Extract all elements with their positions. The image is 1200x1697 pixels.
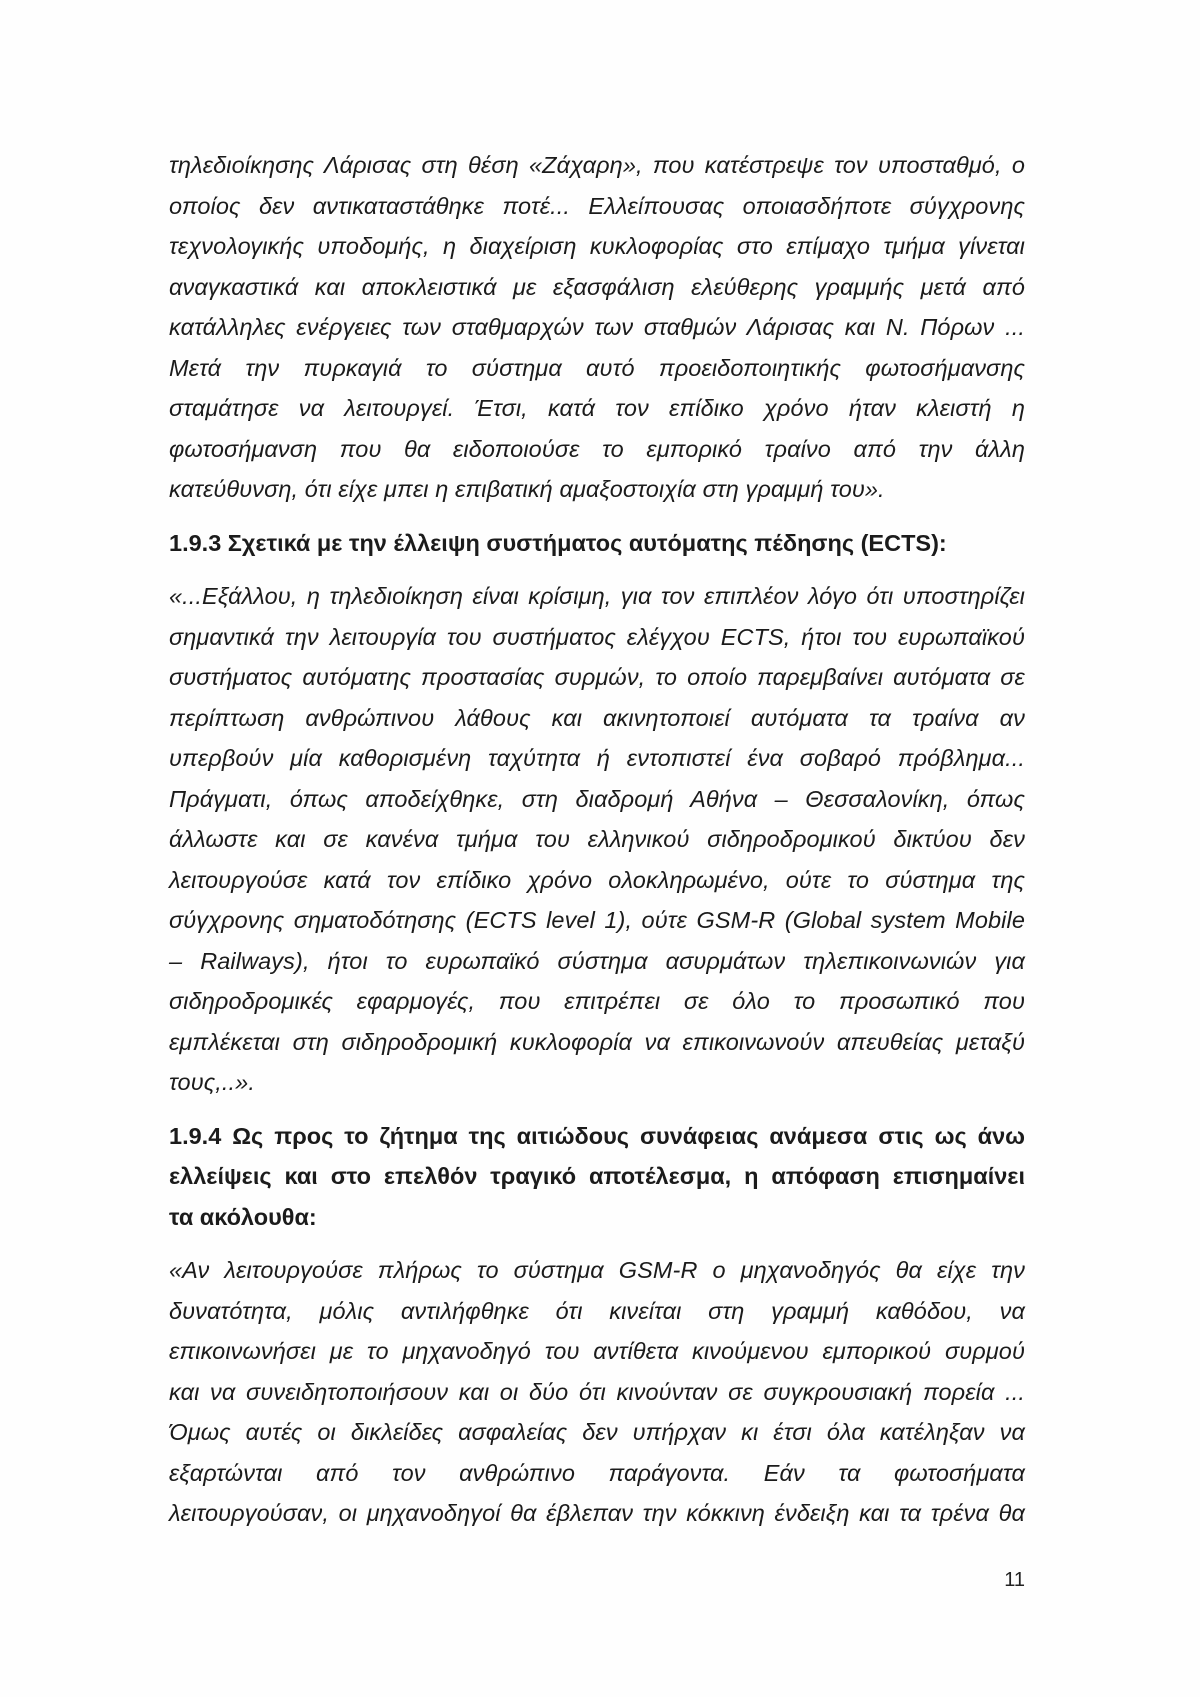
text-line: σημαντικά την λειτουργία του συστήματος ελέγχου ECTS, ήτοι του ευρωπαϊκού [169,623,1025,650]
text-line: τα ακόλουθα: [169,1203,317,1230]
text-line: δυνατότητα, μόλις αντιλήφθηκε ότι κινείται στη γραμμή καθόδου, να [169,1297,1025,1324]
text-line: συστήματος αυτόματης προστασίας συρμών, το οποίο παρεμβαίνει αυτόματα σε [169,664,1025,690]
body-paragraph [169,1250,1025,1534]
text-line: οποίος δεν αντικαταστάθηκε ποτέ... Ελλείπουσας οποιασδήποτε σύγχρονης [169,192,1025,219]
text-line: κατάλληλες ενέργειες των σταθμαρχών των σταθμών Λάρισας και Ν. Πόρων ... [169,314,1025,340]
text-line: εμπλέκεται στη σιδηροδρομική κυκλοφορία να επικοινωνούν απευθείας μεταξύ [169,1028,1025,1055]
text-line: τεχνολογικής υποδομής, η διαχείριση κυκλοφορίας στο επίμαχο τμήμα γίνεται [169,233,1025,259]
text-line: εξαρτώνται από τον ανθρώπινο παράγοντα. Εάν τα φωτοσήματα [169,1459,1025,1486]
text-line: φωτοσήμανση που θα ειδοποιούσε το εμπορικό τραίνο από την άλλη [169,435,1025,462]
text-line: άλλωστε και σε κανένα τμήμα του ελληνικού σιδηροδρομικού δικτύου δεν [169,826,1025,852]
text-line: – Railways), ήτοι το ευρωπαϊκό σύστημα ασυρμάτων τηλεπικοινωνιών για [169,947,1025,974]
text-line: αναγκαστικά και αποκλειστικά με εξασφάλιση ελεύθερης γραμμής μετά από [169,273,1025,300]
text-line: 1.9.4 Ως προς το ζήτημα της αιτιώδους συνάφειας ανάμεσα στις ως άνω [169,1122,1025,1149]
text-line: «Αν λειτουργούσε πλήρως το σύστημα GSM-R ο μηχανοδηγός θα είχε την [169,1257,1025,1283]
text-line: υπερβούν μία καθορισμένη ταχύτητα ή εντοπιστεί ένα σοβαρό πρόβλημα... [169,745,1025,771]
text-line: λειτουργούσε κατά τον επίδικο χρόνο ολοκληρωμένο, ούτε το σύστημα της [169,866,1025,893]
text-line: 1.9.3 Σχετικά με την έλλειψη συστήματος αυτόματης πέδησης (ECTS): [169,529,947,556]
text-line: κατεύθυνση, ότι είχε μπει η επιβατική αμαξοστοιχία στη γραμμή του». [169,476,885,502]
section-heading [169,1116,1025,1238]
text-line: επικοινωνήσει με το μηχανοδηγό του αντίθετα κινούμενου εμπορικού συρμού [169,1338,1025,1364]
text-line: και να συνειδητοποιήσουν και οι δύο ότι κινούνταν σε συγκρουσιακή πορεία ... [169,1378,1025,1405]
text-line: ελλείψεις και στο επελθόν τραγικό αποτέλεσμα, η απόφαση επισημαίνει [169,1163,1025,1189]
body-paragraph [169,576,1025,1103]
text-line: Πράγματι, όπως αποδείχθηκε, στη διαδρομή Αθήνα – Θεσσαλονίκη, όπως [169,785,1025,812]
page-number: 11 [1004,1569,1025,1591]
text-line: τηλεδιοίκησης Λάρισας στη θέση «Ζάχαρη», που κατέστρεψε τον υποσταθμό, ο [169,152,1025,178]
text-line: Μετά την πυρκαγιά το σύστημα αυτό προειδοποιητικής φωτοσήμανσης [169,354,1025,381]
text-line: περίπτωση ανθρώπινου λάθους και ακινητοποιεί αυτόματα τα τραίνα αν [169,704,1025,731]
text-line: τους,..». [169,1069,255,1095]
body-paragraph [169,145,1025,510]
text-line: σταμάτησε να λειτουργεί. Έτσι, κατά τον επίδικο χρόνο ήταν κλειστή η [169,395,1025,421]
page-content [169,145,1025,1547]
text-line: σύγχρονης σηματοδότησης (ECTS level 1), ούτε GSM-R (Global system Mobile [169,907,1025,933]
section-heading [169,523,1025,564]
text-line: σιδηροδρομικές εφαρμογές, που επιτρέπει σε όλο το προσωπικό που [169,988,1025,1014]
text-line: Όμως αυτές οι δικλείδες ασφαλείας δεν υπήρχαν κι έτσι όλα κατέληξαν να [169,1419,1025,1445]
text-line: «...Εξάλλου, η τηλεδιοίκηση είναι κρίσιμη, για τον επιπλέον λόγο ότι υποστηρίζει [169,583,1025,609]
text-line: λειτουργούσαν, οι μηχανοδηγοί θα έβλεπαν την κόκκινη ένδειξη και τα τρένα θα [169,1500,1025,1526]
